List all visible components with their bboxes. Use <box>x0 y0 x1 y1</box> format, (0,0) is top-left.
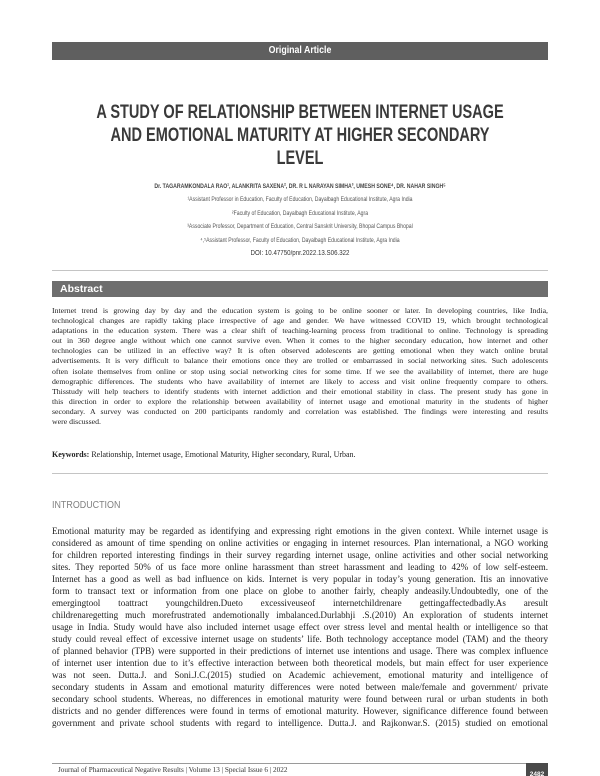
abstract-heading: Abstract <box>60 283 103 295</box>
title-line: LEVEL <box>276 148 324 169</box>
body-line: of internet user intention due to it’s effective interaction between both theoretical models, but main effect for user experience <box>52 658 548 668</box>
keywords-text: Relationship, Internet usage, Emotional Maturity, Higher secondary, Rural, Urban. <box>91 450 356 459</box>
body-line: secondary students in Assam and emotional maturity differences were noted between male/female and government/ private <box>52 682 548 692</box>
abstract-line: were discussed. <box>52 417 101 427</box>
body-line: usage in India. Study would have also included internet usage effect over stress level and mental health or intelligence so that <box>52 622 548 632</box>
body-line: was not seen. Dutta.J. and Soni.J.C.(2015) studied on Academic achievement, emotional maturity and intelligence of <box>52 670 548 680</box>
affiliations <box>0 193 600 261</box>
abstract-line: often isolate themselves from online or stop using social networking cites for some time. If we see the availability of internet, there are huge <box>52 366 548 376</box>
abstract-heading-bar <box>52 281 548 297</box>
body-line: secondary school students. Whereas, no differences in emotional maturity were found between rural or urban students in both <box>52 694 548 704</box>
affiliation-line: ³Associate Professor, Department of Education, Central Sanskrit University, Bhopal Campus Bhopal <box>187 223 413 230</box>
footer-journal-info: Journal of Pharmaceutical Negative Results | Volume 13 | Special Issue 6 | 2022 <box>58 766 288 774</box>
abstract-body <box>52 306 548 427</box>
abstract-line: technological changes are rapidly taking place irrespective of age and gender. We have witnessed COVID 19, which brought technological <box>52 316 548 326</box>
abstract-line: adaptations in the education system. There was a clear shift of teaching-learning process from traditional to online. Technology is spreading <box>52 326 548 336</box>
article-type-bar <box>52 42 548 60</box>
divider <box>52 270 548 271</box>
body-line: government and private school students with regard to intelligence. Dutta.J. and Rajkonwar.S. (2015) studied on emotional <box>52 718 548 728</box>
body-line: Internet has a good as well as bad influence on kids. Internet is very popular in today’s young generation. Itis an innovative <box>52 574 548 584</box>
section-heading-introduction: INTRODUCTION <box>52 499 121 511</box>
author-list: Dr. TAGARAMKONDALA RAO¹, ALANKRITA SAXENA², DR. R L NARAYAN SIMHA³, UMESH SONE⁴, DR. NAHAR SINGH⁵ <box>154 183 446 190</box>
page-number: 2482 <box>529 771 545 776</box>
title-line: A STUDY OF RELATIONSHIP BETWEEN INTERNET USAGE <box>96 102 504 123</box>
affiliation-line: ⁴,⁵Assistant Professor, Faculty of Education, Dayalbagh Educational Institute, Agra India <box>200 236 400 244</box>
abstract-line: demographic differences. The students who have availability of internet are likely to access and visit online frequently compare to others. <box>52 376 548 386</box>
divider <box>52 473 548 474</box>
body-line: for children reported interesting findings in their survey regarding internet usage, online activities and other social networking <box>52 550 548 560</box>
body-line: considered as amount of time spending on online activities or engaging in internet resources. Plan international, a NGO working <box>52 538 548 548</box>
keywords <box>52 450 548 460</box>
body-line: sites. They reported 50% of us face more online harassment than street harassment and leading to 42% of low self-esteem. <box>52 562 548 572</box>
abstract-line: this direction in order to explore the relationship between availability of internet usage and emotional maturity in the students of higher <box>52 396 548 406</box>
body-line: emergingtool toattract youngchildren.Dueto excessiveuseof internetchildrenare gettingaffectedbadly.As aresult <box>52 598 548 608</box>
introduction-body <box>52 525 548 729</box>
article-title <box>0 101 600 170</box>
abstract-line: Thisstudy will help teachers to identify students with internet addiction and their emotional stability in class. The present study has gone in <box>52 386 548 396</box>
abstract-line: advertisements. It is very difficult to balance their emotions once they are trolled or embarrassed in social networking sites. Such adolescents <box>52 356 548 366</box>
keywords-label: Keywords: <box>52 450 90 459</box>
page-number-box <box>526 763 548 776</box>
doi: DOI: 10.47750/pnr.2022.13.S06.322 <box>250 250 350 257</box>
abstract-line: out in 360 degree angle without which one cannot survive even. When it comes to the higher secondary education, how internet and other <box>52 336 548 346</box>
body-line: study could reveal effect of excessive internet usage on students’ life. Both technology acceptance model (TAM) and the theory <box>52 634 548 644</box>
affiliation-line: ¹Assistant Professor in Education, Faculty of Education, Dayalbagh Educational Institute, Agra India <box>187 196 413 203</box>
body-line: form to transact text or information from one place on globe to another fairly, cheaply andeasily.Undoubtedly, one of the <box>52 586 548 596</box>
abstract-line: Internet trend is growing day by day and the education system is going to be online sooner or later. In developing countries, like India, <box>52 306 548 315</box>
article-type-label: Original Article <box>268 45 332 56</box>
abstract-line: technologies can be utilized in an effective way? It is often observed adolescents are getting emotional when they watch online brutal <box>52 346 548 356</box>
body-line: of planned behavior (TPB) were supported in their predictions of internet use intentions and usage. There was complex influence <box>52 646 548 656</box>
title-line: AND EMOTIONAL MATURITY AT HIGHER SECONDARY <box>110 125 490 146</box>
body-line: childrenaregetting much morefrustrated andemotionally imbalanced.Durlabhji .S.(2010) An exploration of students internet <box>52 610 548 620</box>
body-line: Emotional maturity may be regarded as identifying and expressing right emotions in the given context. While internet usage is <box>52 526 548 536</box>
body-line: districts and no gender differences were found in terms of emotional maturity. However, significance difference found between <box>52 706 548 716</box>
abstract-line: secondary. A survey was conducted on 200 participants randomly and correlation was established. The findings were interesting and results <box>52 406 548 416</box>
affiliation-line: ²Faculty of Education, Dayalbagh Educational Institute, Agra <box>231 209 369 217</box>
